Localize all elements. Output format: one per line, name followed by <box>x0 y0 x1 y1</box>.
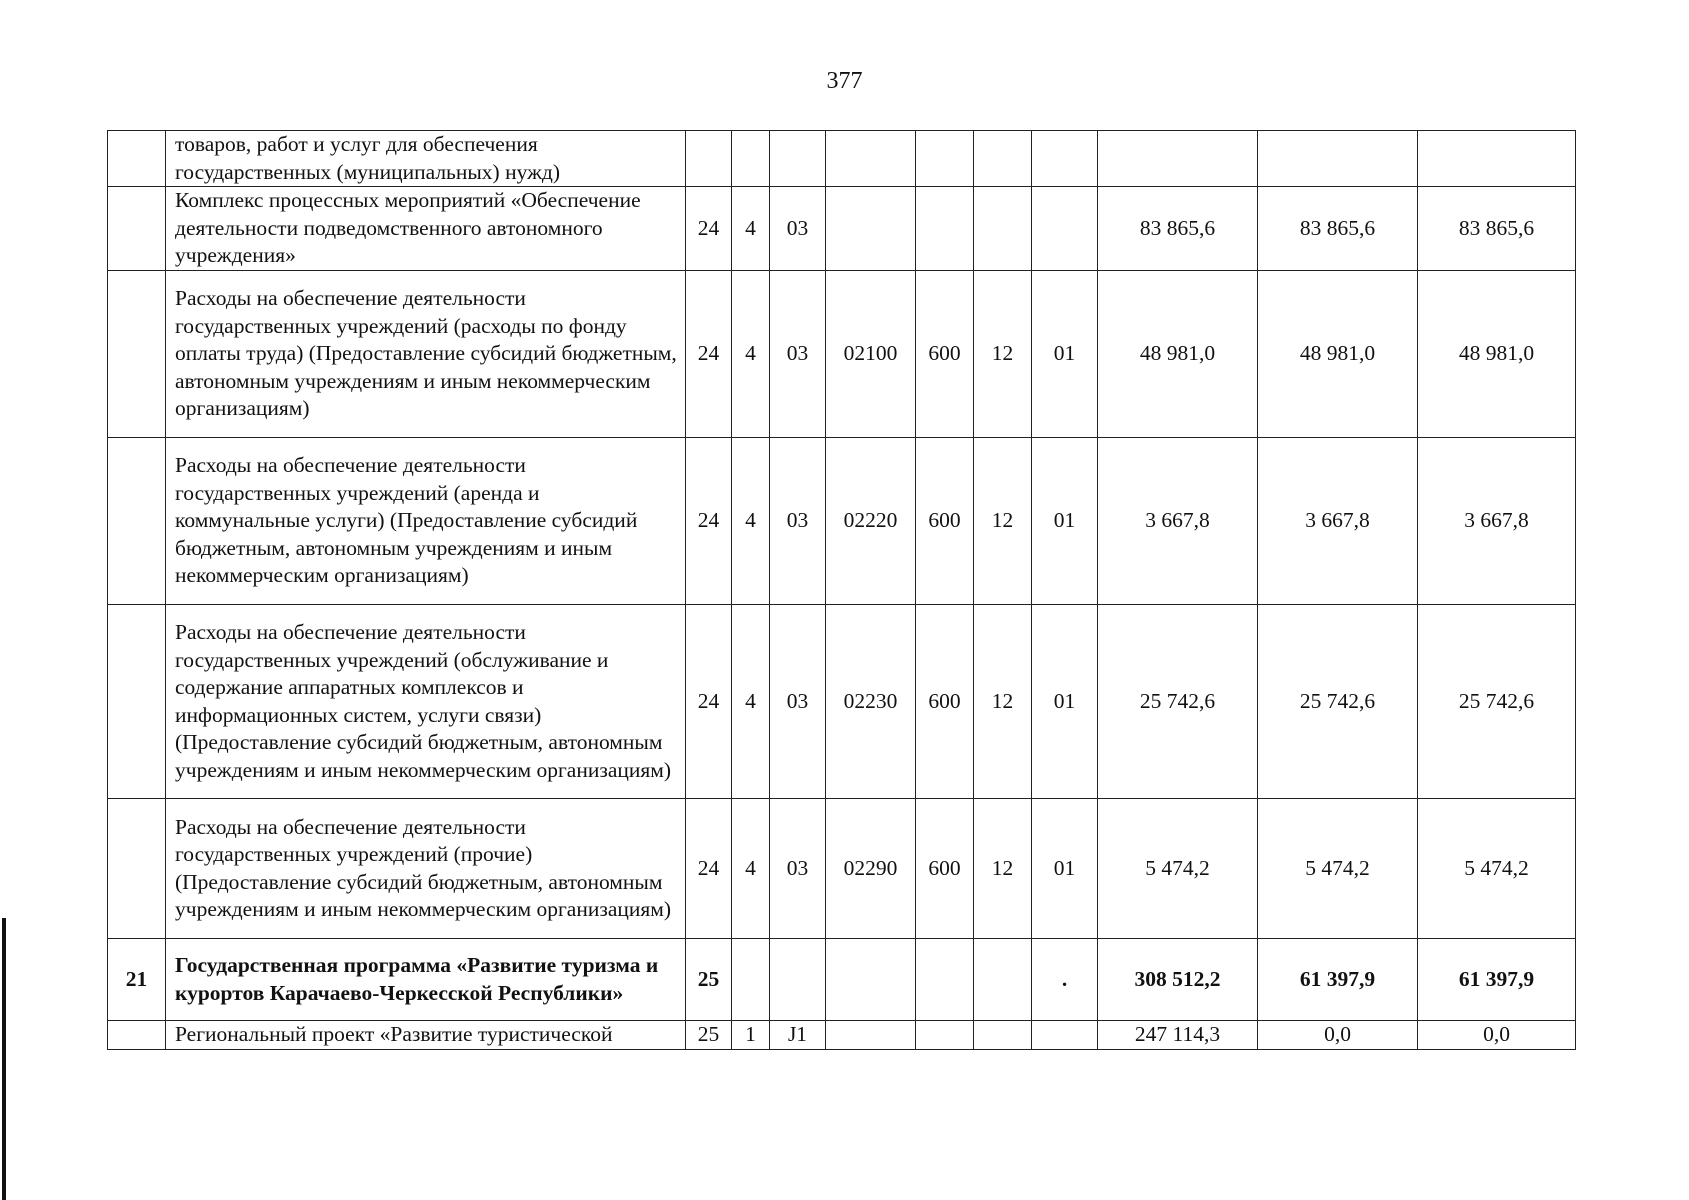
code-4: 02220 <box>826 438 916 605</box>
table-row <box>108 1021 1576 1050</box>
amount-2: 5 474,2 <box>1258 799 1418 939</box>
amount-1: 48 981,0 <box>1098 271 1258 438</box>
code-3: 03 <box>770 605 826 799</box>
code-2: 4 <box>732 187 770 271</box>
amount-2: 48 981,0 <box>1258 271 1418 438</box>
row-description: Расходы на обеспечение деятельности государственных учреждений (расходы по фонду оплаты труда) (Предоставление субсидий бюджетным, автономным учреждениям и иным некоммерческим организациям) <box>166 271 686 438</box>
code-7: 01 <box>1032 438 1098 605</box>
table-row <box>108 438 1576 605</box>
code-4: 02290 <box>826 799 916 939</box>
code-3 <box>770 131 826 187</box>
row-number <box>108 187 166 271</box>
code-7: 01 <box>1032 799 1098 939</box>
row-description: Региональный проект «Развитие туристической <box>166 1021 686 1050</box>
amount-3: 0,0 <box>1418 1021 1576 1050</box>
code-6: 12 <box>974 799 1032 939</box>
code-1: 25 <box>686 939 732 1021</box>
row-description: Расходы на обеспечение деятельности государственных учреждений (аренда и коммунальные услуги) (Предоставление субсидий бюджетным, автономным учреждениям и иным некоммерческим организациям) <box>166 438 686 605</box>
code-6 <box>974 131 1032 187</box>
code-3: J1 <box>770 1021 826 1050</box>
table-row <box>108 271 1576 438</box>
code-1 <box>686 131 732 187</box>
code-2 <box>732 939 770 1021</box>
code-3: 03 <box>770 799 826 939</box>
code-6 <box>974 1021 1032 1050</box>
code-5 <box>916 187 974 271</box>
amount-2: 0,0 <box>1258 1021 1418 1050</box>
table-row <box>108 799 1576 939</box>
code-2: 1 <box>732 1021 770 1050</box>
code-2: 4 <box>732 799 770 939</box>
amount-2: 25 742,6 <box>1258 605 1418 799</box>
code-6: 12 <box>974 605 1032 799</box>
code-1: 24 <box>686 271 732 438</box>
code-2 <box>732 131 770 187</box>
amount-2 <box>1258 131 1418 187</box>
amount-2: 61 397,9 <box>1258 939 1418 1021</box>
row-number <box>108 605 166 799</box>
code-1: 24 <box>686 605 732 799</box>
amount-1: 5 474,2 <box>1098 799 1258 939</box>
row-number <box>108 271 166 438</box>
row-description: Расходы на обеспечение деятельности государственных учреждений (прочие) (Предоставление субсидий бюджетным, автономным учреждениям и иным некоммерческим организациям) <box>166 799 686 939</box>
code-4 <box>826 187 916 271</box>
code-7: . <box>1032 939 1098 1021</box>
code-5: 600 <box>916 271 974 438</box>
row-number <box>108 1021 166 1050</box>
row-description: Расходы на обеспечение деятельности государственных учреждений (обслуживание и содержание аппаратных комплексов и информационных систем, услуги связи) (Предоставление субсидий бюджетным, автономным учреждениям и иным некоммерческим организациям) <box>166 605 686 799</box>
code-6 <box>974 187 1032 271</box>
code-4 <box>826 1021 916 1050</box>
page-number: 377 <box>826 68 863 94</box>
code-3: 03 <box>770 187 826 271</box>
code-1: 24 <box>686 438 732 605</box>
code-5 <box>916 939 974 1021</box>
table-body <box>108 131 1576 1050</box>
table-row <box>108 187 1576 271</box>
table-row <box>108 605 1576 799</box>
code-4: 02230 <box>826 605 916 799</box>
amount-3: 48 981,0 <box>1418 271 1576 438</box>
amount-3: 83 865,6 <box>1418 187 1576 271</box>
amount-3: 3 667,8 <box>1418 438 1576 605</box>
code-7 <box>1032 131 1098 187</box>
table-row <box>108 131 1576 187</box>
code-4 <box>826 939 916 1021</box>
code-7: 01 <box>1032 271 1098 438</box>
code-5: 600 <box>916 799 974 939</box>
code-1: 25 <box>686 1021 732 1050</box>
code-1: 24 <box>686 799 732 939</box>
row-description: Государственная программа «Развитие туризма и курортов Карачаево-Черкесской Республики» <box>166 939 686 1021</box>
row-description: товаров, работ и услуг для обеспечения государственных (муниципальных) нужд) <box>166 131 686 187</box>
code-6 <box>974 939 1032 1021</box>
code-2: 4 <box>732 271 770 438</box>
code-7: 01 <box>1032 605 1098 799</box>
code-5 <box>916 1021 974 1050</box>
table-row <box>108 939 1576 1021</box>
code-5 <box>916 131 974 187</box>
row-number <box>108 799 166 939</box>
amount-2: 3 667,8 <box>1258 438 1418 605</box>
amount-1: 308 512,2 <box>1098 939 1258 1021</box>
amount-3: 5 474,2 <box>1418 799 1576 939</box>
code-1: 24 <box>686 187 732 271</box>
code-7 <box>1032 1021 1098 1050</box>
code-6: 12 <box>974 438 1032 605</box>
scan-edge-mark <box>2 918 6 1200</box>
amount-1: 25 742,6 <box>1098 605 1258 799</box>
code-3 <box>770 939 826 1021</box>
amount-1: 83 865,6 <box>1098 187 1258 271</box>
code-5: 600 <box>916 605 974 799</box>
code-2: 4 <box>732 605 770 799</box>
code-3: 03 <box>770 271 826 438</box>
code-7 <box>1032 187 1098 271</box>
amount-2: 83 865,6 <box>1258 187 1418 271</box>
row-description: Комплекс процессных мероприятий «Обеспечение деятельности подведомственного автономного учреждения» <box>166 187 686 271</box>
code-6: 12 <box>974 271 1032 438</box>
code-5: 600 <box>916 438 974 605</box>
row-number: 21 <box>108 939 166 1021</box>
code-2: 4 <box>732 438 770 605</box>
budget-table <box>107 130 1576 1050</box>
amount-1 <box>1098 131 1258 187</box>
amount-1: 3 667,8 <box>1098 438 1258 605</box>
amount-3: 61 397,9 <box>1418 939 1576 1021</box>
row-number <box>108 438 166 605</box>
code-4 <box>826 131 916 187</box>
code-4: 02100 <box>826 271 916 438</box>
amount-3 <box>1418 131 1576 187</box>
amount-1: 247 114,3 <box>1098 1021 1258 1050</box>
code-3: 03 <box>770 438 826 605</box>
amount-3: 25 742,6 <box>1418 605 1576 799</box>
row-number <box>108 131 166 187</box>
